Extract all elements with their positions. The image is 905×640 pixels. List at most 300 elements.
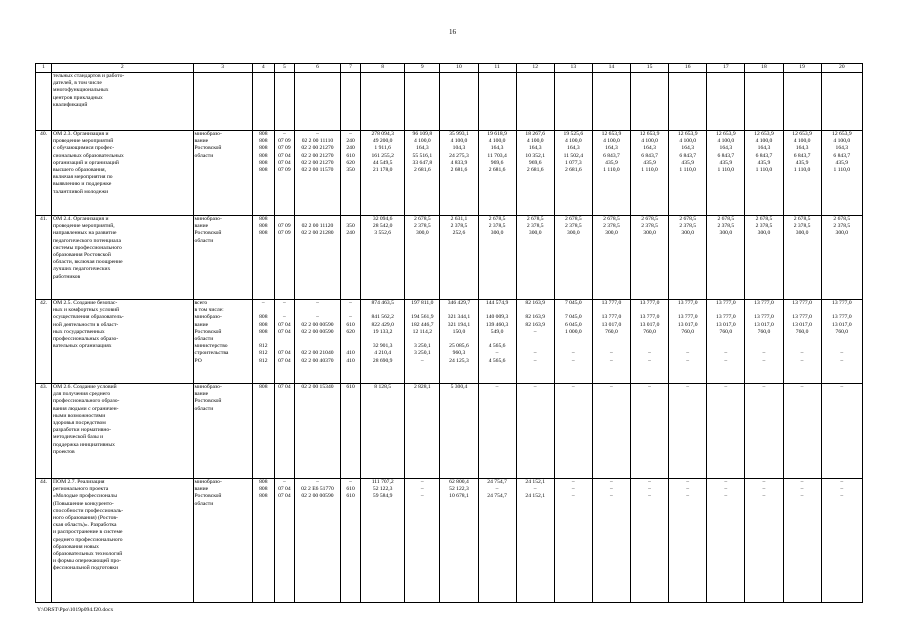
measure-name-line: выявлению и поддержке — [53, 181, 112, 188]
data-value: 300,0 — [567, 230, 580, 237]
data-value — [342, 307, 359, 314]
data-value: 02 2 00 21280 — [301, 230, 334, 237]
data-value — [632, 307, 667, 314]
data-value: 321 344,1 — [447, 314, 471, 321]
data-value: 07 09 — [278, 166, 291, 173]
data-value: 19 618,9 — [487, 131, 507, 137]
data-value: 435,9 — [605, 159, 618, 166]
measure-name-line: центров прикладных — [53, 94, 103, 101]
data-value: 13 777,0 — [639, 300, 660, 306]
data-value: 2 631,1 — [450, 216, 468, 222]
column-header: 7 — [341, 64, 361, 73]
data-value: 2 378,5 — [450, 223, 468, 230]
data-value: 55 516,1 — [412, 152, 433, 159]
data-value: 24 275,3 — [449, 152, 469, 159]
data-value — [823, 343, 861, 350]
data-cell — [707, 479, 745, 603]
data-cell — [252, 384, 274, 479]
data-value: 13 777,0 — [792, 314, 812, 321]
data-value: 164,3 — [835, 145, 849, 152]
row-number: 43. — [36, 384, 52, 479]
data-value: 02 2 00 21270 — [301, 159, 334, 166]
measure-name-line: высшего образования, — [53, 166, 106, 173]
column-header: 5 — [274, 64, 294, 73]
table-row — [36, 479, 863, 603]
data-value: – — [724, 384, 728, 390]
data-value: 2 678,5 — [413, 216, 431, 222]
data-cell — [274, 300, 294, 384]
data-value: 164,3 — [416, 145, 429, 152]
data-cell — [294, 479, 340, 603]
measure-name-line: и распространение в системе — [53, 529, 123, 536]
data-value: 164,3 — [528, 145, 542, 152]
data-value: 2 378,5 — [717, 223, 735, 230]
measure-name-line: сиональных образовательных — [53, 152, 124, 159]
data-cell — [440, 73, 478, 131]
measure-name-line: ОМ 2.4. Организация и — [53, 216, 109, 222]
measure-name-line: образования Ростовской — [53, 251, 111, 258]
data-value: 300,0 — [605, 230, 618, 237]
data-cell — [631, 216, 669, 300]
data-cell — [554, 300, 592, 384]
data-value: – — [571, 479, 575, 485]
data-cell — [252, 479, 274, 603]
data-value: 19 133,2 — [372, 328, 393, 335]
data-value: 240 — [346, 230, 355, 237]
data-value: 82 163,9 — [525, 314, 545, 321]
data-cell — [821, 216, 862, 300]
column-header: 12 — [516, 64, 554, 73]
data-value: – — [610, 384, 613, 390]
data-cell — [631, 131, 669, 216]
data-value: 28 690,9 — [372, 357, 393, 364]
executor-line: минобразо- — [194, 384, 222, 390]
data-cell — [405, 73, 440, 131]
data-value: – — [724, 479, 728, 485]
measure-name — [52, 73, 194, 131]
data-value: 140 009,3 — [485, 314, 509, 321]
data-value: 6 045,0 — [564, 321, 582, 328]
data-value: 4 100,0 — [603, 138, 620, 145]
data-value: 4 100,0 — [793, 138, 811, 145]
data-value: 2 678,5 — [679, 216, 697, 222]
column-header: 14 — [592, 64, 630, 73]
measure-name-line: для получения среднего — [53, 391, 111, 398]
data-cell — [361, 300, 405, 384]
data-value: 07 04 — [278, 321, 291, 328]
data-value — [342, 336, 359, 343]
data-value: – — [420, 486, 424, 493]
data-value: 808 — [259, 314, 268, 321]
measure-name-line: ного образования) (Ростов- — [53, 514, 118, 521]
data-cell — [554, 131, 592, 216]
data-value: 4 100,0 — [413, 138, 431, 145]
measure-name-line: организаций и организаций — [53, 159, 119, 166]
measure-name-line: образования новых — [53, 543, 99, 550]
column-header: 2 — [52, 64, 194, 73]
data-value: 21 178,0 — [372, 166, 393, 173]
data-value: 182 446,7 — [411, 321, 434, 328]
data-value: – — [495, 350, 499, 357]
data-value: 13 777,0 — [754, 300, 774, 306]
data-value: – — [800, 493, 804, 500]
data-value: 139 460,3 — [485, 321, 509, 328]
data-value: 07 04 — [278, 350, 291, 357]
data-value: 2 681,6 — [413, 166, 431, 173]
executor-line: Ростовской — [194, 398, 222, 405]
data-cell — [669, 479, 707, 603]
measure-name-line: ОМ 2.3. Организация и — [53, 131, 109, 137]
data-cell — [783, 384, 821, 479]
measure-name-line: способности профессиональ- — [53, 507, 124, 514]
data-cell — [707, 384, 745, 479]
data-value: 760,0 — [681, 328, 694, 335]
data-value: 435,9 — [757, 159, 771, 166]
data-value: 25 085,6 — [449, 343, 469, 350]
data-value: – — [800, 357, 804, 364]
data-value: – — [762, 479, 766, 485]
data-value: 2 678,5 — [641, 216, 658, 222]
data-value: 350 — [346, 166, 355, 173]
data-value: 02 2 00 40370 — [301, 357, 334, 364]
data-value: 02 2 00 11110 — [301, 138, 334, 145]
data-value: – — [648, 350, 651, 357]
data-cell — [478, 300, 516, 384]
measure-name-line: здоровья посредством — [53, 419, 106, 426]
table-row — [36, 216, 863, 300]
column-header: 17 — [707, 64, 745, 73]
column-header: 13 — [554, 64, 592, 73]
executor-line: Ростовской — [194, 493, 222, 500]
data-value: 2 378,5 — [488, 223, 506, 230]
data-value: – — [648, 479, 651, 485]
data-value: – — [724, 357, 728, 364]
data-cell — [341, 384, 361, 479]
data-value: 1 077,3 — [564, 159, 582, 166]
executor-line: Ростовской — [194, 328, 222, 335]
data-value — [296, 343, 339, 350]
data-cell — [274, 73, 294, 131]
column-number-row — [36, 64, 863, 73]
data-value: 2 681,6 — [526, 166, 544, 173]
data-cell — [554, 384, 592, 479]
measure-name-line: вания людьми с ограничен- — [53, 405, 119, 412]
data-value: 12 653,9 — [601, 131, 622, 137]
data-cell — [478, 384, 516, 479]
data-value: 1 110,0 — [641, 166, 658, 173]
data-cell — [707, 73, 745, 131]
data-value: – — [762, 350, 766, 357]
data-value: 4 100,0 — [717, 138, 735, 145]
data-value — [823, 336, 861, 343]
data-value: – — [261, 300, 265, 306]
data-value — [785, 336, 820, 343]
data-value: – — [571, 357, 575, 364]
data-value: 52 122,3 — [372, 486, 393, 493]
data-value: 164,3 — [681, 145, 694, 152]
data-value: 82 163,9 — [525, 300, 545, 306]
data-value: 111 707,2 — [371, 479, 394, 485]
data-cell — [516, 131, 554, 216]
data-cell — [707, 300, 745, 384]
column-header: 18 — [745, 64, 783, 73]
data-value: 52 122,3 — [449, 486, 469, 493]
data-cell — [821, 384, 862, 479]
table-row — [36, 131, 863, 216]
data-value: 6 843,7 — [679, 152, 697, 159]
data-value: 18 267,6 — [525, 131, 545, 137]
data-value: 02 2 00 11570 — [301, 166, 334, 173]
budget-table — [35, 63, 863, 603]
data-value: 610 — [346, 384, 355, 390]
data-value: – — [282, 300, 286, 306]
data-value — [362, 307, 403, 314]
data-value — [254, 307, 273, 314]
data-value: 435,9 — [795, 159, 809, 166]
data-value: 2 678,5 — [526, 216, 544, 222]
executor-line: Ростовской — [194, 230, 222, 237]
data-value: 44 549,5 — [372, 159, 393, 166]
data-value: 164,3 — [567, 145, 580, 152]
table-row — [36, 300, 863, 384]
measure-name-line: ОМ 2.5. Создание безопас- — [53, 300, 118, 306]
measure-name-line: талантливой молодежи — [53, 188, 109, 195]
data-value: – — [800, 486, 804, 493]
data-value: 1 911,6 — [374, 145, 391, 152]
data-cell — [554, 73, 592, 131]
data-cell — [592, 73, 630, 131]
data-value: 3 250,1 — [413, 343, 431, 350]
data-value: – — [800, 384, 804, 390]
measure-name-line: разработки нормативно- — [53, 427, 112, 434]
measure-name-line: квалификаций — [53, 101, 88, 108]
data-value: 13 777,0 — [639, 314, 660, 321]
data-value: 2 828,1 — [413, 384, 431, 390]
data-value: 610 — [346, 152, 355, 159]
data-value — [746, 336, 781, 343]
measure-name-line: методической базы и — [53, 434, 104, 441]
data-value: 969,6 — [528, 159, 542, 166]
data-value — [254, 336, 273, 343]
executor-line: области — [194, 152, 214, 159]
data-value: – — [648, 357, 651, 364]
data-cell — [341, 73, 361, 131]
executor-line: минобразо- — [194, 131, 222, 137]
measure-name-line: проведение мероприятий — [53, 138, 114, 145]
data-value: 549,0 — [490, 328, 504, 335]
data-value: 435,9 — [681, 159, 694, 166]
data-value: 435,9 — [835, 159, 849, 166]
data-value: 28 542,0 — [372, 223, 393, 230]
measure-name-line: проведение мероприятий, — [53, 223, 115, 230]
data-value: 300,0 — [835, 230, 849, 237]
data-cell — [440, 216, 478, 300]
data-value: 07 04 — [278, 486, 291, 493]
data-value: 13 017,0 — [832, 321, 852, 328]
measure-name-line: многофункциональных — [53, 87, 109, 94]
data-value — [518, 343, 553, 350]
data-value: 13 017,0 — [754, 321, 774, 328]
data-value: – — [495, 384, 499, 390]
data-value: – — [610, 350, 613, 357]
data-value: 874 463,5 — [371, 300, 394, 306]
data-value: 12 653,9 — [754, 131, 774, 137]
data-value: – — [762, 493, 766, 500]
data-value — [276, 336, 293, 343]
data-value: – — [724, 493, 728, 500]
data-value: 4 100,0 — [450, 138, 468, 145]
data-value — [276, 307, 293, 314]
measure-name-line: педагогического потенциала — [53, 237, 121, 244]
data-cell — [821, 479, 862, 603]
data-value: 278 094,3 — [371, 131, 394, 137]
data-cell — [554, 479, 592, 603]
executor-line: вание — [194, 223, 209, 230]
measure-name-line: тельных стандартов и работо- — [53, 73, 125, 79]
data-value: – — [533, 328, 537, 335]
data-value: – — [420, 357, 424, 364]
data-value: 62 800,4 — [449, 479, 469, 485]
data-value: 2 378,5 — [641, 223, 658, 230]
data-value — [632, 336, 667, 343]
executor-line: минобразо- — [194, 216, 222, 222]
data-value: 300,0 — [528, 230, 542, 237]
data-value: – — [533, 350, 537, 357]
data-value — [594, 336, 629, 343]
data-value — [556, 343, 591, 350]
measure-name-line: регионального проекта — [53, 486, 109, 493]
data-value: 2 378,5 — [755, 223, 773, 230]
data-value: – — [349, 131, 352, 137]
measure-name — [52, 131, 194, 216]
data-cell — [478, 131, 516, 216]
measure-name-line: вательных организациях — [53, 343, 112, 350]
data-value: 6 843,7 — [833, 152, 851, 159]
data-value: 760,0 — [719, 328, 733, 335]
data-cell — [745, 131, 783, 216]
executor — [193, 479, 252, 603]
row-number: 40. — [36, 131, 52, 216]
data-value: 194 561,9 — [411, 314, 434, 321]
data-value: 252,6 — [452, 230, 466, 237]
data-cell — [783, 73, 821, 131]
column-header: 8 — [361, 64, 405, 73]
data-cell — [783, 131, 821, 216]
data-value — [670, 307, 705, 314]
data-value — [296, 336, 339, 343]
data-value: 07 09 — [278, 138, 291, 145]
data-value: 10 352,1 — [525, 152, 545, 159]
data-value: 13 017,0 — [639, 321, 660, 328]
column-header: 15 — [631, 64, 669, 73]
measure-name-line: ПОМ 2.7. Реализация — [53, 479, 105, 485]
data-value — [342, 216, 359, 223]
data-value: – — [571, 486, 575, 493]
data-value: 1 110,0 — [679, 166, 696, 173]
data-value: 2 681,6 — [564, 166, 582, 173]
data-cell — [669, 216, 707, 300]
data-cell — [341, 131, 361, 216]
data-value: 197 811,0 — [411, 300, 434, 306]
data-value: 10 678,1 — [449, 493, 469, 500]
executor-line: вание — [194, 486, 209, 493]
data-value: 2 678,5 — [564, 216, 582, 222]
data-value — [785, 343, 820, 350]
data-value: 4 100,0 — [833, 138, 851, 145]
data-value: – — [420, 479, 424, 485]
data-value: – — [610, 486, 613, 493]
data-value: 2 378,5 — [603, 223, 620, 230]
data-value: – — [686, 384, 690, 390]
data-value: – — [533, 357, 537, 364]
data-cell — [440, 300, 478, 384]
data-cell — [516, 479, 554, 603]
data-value: 2 678,5 — [755, 216, 773, 222]
column-header: 19 — [783, 64, 821, 73]
data-value: 4 833,9 — [450, 159, 468, 166]
measure-name-line: среднего профессионального — [53, 536, 123, 543]
data-value: – — [686, 479, 690, 485]
measure-name-line: ных государственных — [53, 328, 105, 335]
data-value: – — [349, 314, 352, 321]
data-value — [746, 343, 781, 350]
data-value: 808 — [259, 166, 268, 173]
data-value — [441, 336, 476, 343]
data-value: 4 565,6 — [488, 343, 506, 350]
measure-name — [52, 300, 194, 384]
executor — [193, 216, 252, 300]
measure-name-line: фессиональной подготовки — [53, 565, 118, 572]
measure-name-line: ская область)». Разработка — [53, 522, 117, 529]
data-value: – — [648, 384, 651, 390]
executor-line: минобразо- — [194, 314, 222, 321]
data-value: 808 — [259, 159, 268, 166]
data-value: 300,0 — [643, 230, 656, 237]
data-value: – — [840, 479, 844, 485]
data-cell — [631, 479, 669, 603]
data-value: 13 777,0 — [677, 300, 698, 306]
executor-line: области — [194, 500, 214, 507]
data-value: 610 — [346, 486, 355, 493]
data-value — [406, 307, 438, 314]
data-value: 240 — [346, 138, 355, 145]
data-cell — [294, 384, 340, 479]
data-value: – — [800, 479, 804, 485]
data-value: 2 678,5 — [833, 216, 851, 222]
data-cell — [341, 300, 361, 384]
data-cell — [361, 384, 405, 479]
data-value: 808 — [259, 223, 268, 230]
measure-name-line: образовательных технологий — [53, 550, 123, 557]
measure-name-line: с обучающимися профес- — [53, 145, 115, 152]
data-cell — [252, 216, 274, 300]
table-row — [36, 73, 863, 131]
measure-name-line: ными возможностями — [53, 412, 106, 419]
data-value: 49 200,0 — [372, 138, 393, 145]
column-header: 6 — [294, 64, 340, 73]
measure-name — [52, 216, 194, 300]
data-value: 13 017,0 — [601, 321, 622, 328]
data-cell — [252, 300, 274, 384]
data-value: 164,3 — [605, 145, 618, 152]
measure-name-line: дателей, в том числе — [53, 80, 102, 87]
data-value: 2 378,5 — [413, 223, 431, 230]
data-value: – — [316, 131, 319, 137]
data-value — [362, 336, 403, 343]
data-value: 59 584,9 — [372, 493, 393, 500]
data-value — [296, 307, 339, 314]
data-value: 7 045,0 — [564, 300, 582, 306]
